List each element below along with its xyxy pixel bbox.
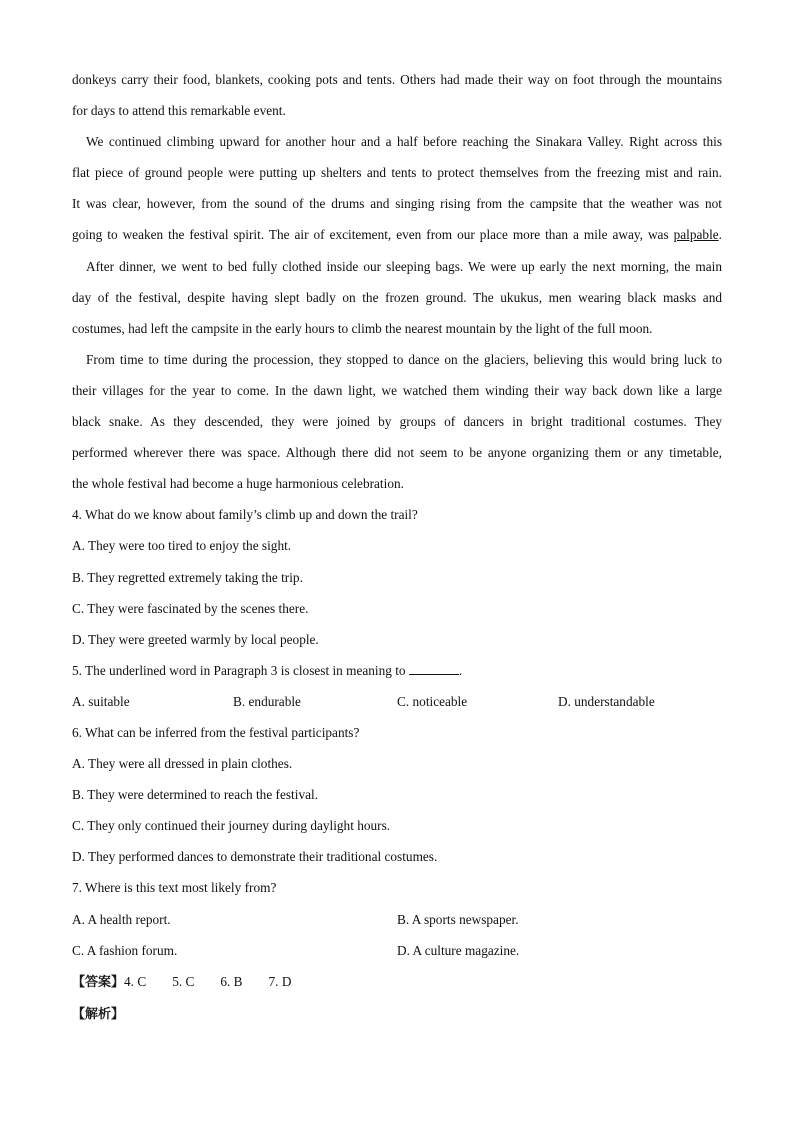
question-5-option-d: D. understandable (558, 693, 655, 709)
question-7-option-a: A. A health report. (72, 911, 171, 927)
question-4-option-a: A. They were too tired to enjoy the sight. (72, 538, 292, 554)
passage-line: their villages for the year to come. In the dawn light, we watched them winding their way back down like a large (72, 382, 722, 398)
passage-line: It was clear, however, from the sound of the drums and singing rising from the campsite that the weather was not (72, 196, 722, 212)
question-4-stem: 4. What do we know about family’s climb up and down the trail? (72, 507, 418, 523)
passage-line: black snake. As they descended, they were joined by groups of dancers in bright traditional costumes. They (72, 414, 722, 430)
question-5-stem (72, 655, 722, 686)
answer-item: 7. D (268, 973, 292, 989)
question-5-option-a: A. suitable (72, 693, 130, 709)
question-6-option-c: C. They only continued their journey during daylight hours. (72, 818, 391, 834)
answer-blank (409, 662, 459, 675)
question-6-option-b: B. They were determined to reach the festival. (72, 787, 319, 803)
passage-paragraph-2 (72, 126, 722, 250)
question-5-option-b: B. endurable (233, 693, 301, 709)
answer-label: 【答案】 (72, 974, 125, 990)
question-6-option-d: D. They performed dances to demonstrate their traditional costumes. (72, 849, 438, 865)
question-7-stem: 7. Where is this text most likely from? (72, 880, 277, 896)
passage-line: for days to attend this remarkable event. (72, 103, 286, 119)
answer-line (72, 966, 722, 998)
punctuation: . (718, 227, 722, 243)
passage-line: donkeys carry their food, blankets, cooking pots and tents. Others had made their way on foot through the mountains (72, 72, 722, 87)
question-5-option-c: C. noticeable (397, 693, 468, 709)
passage-line: costumes, had left the campsite in the early hours to climb the nearest mountain by the light of the full moon. (72, 320, 653, 336)
answer-item: 5. C (172, 973, 195, 989)
question-6-option-a: A. They were all dressed in plain clothes. (72, 756, 293, 772)
passage-paragraph-1 (72, 64, 722, 126)
question-4-option-b: B. They regretted extremely taking the trip. (72, 569, 303, 585)
question-5-stem-text: 5. The underlined word in Paragraph 3 is closest in meaning to (72, 662, 409, 678)
question-5-options (72, 686, 722, 717)
question-5-stem-end: . (458, 662, 463, 678)
passage-line: From time to time during the procession, they stopped to dance on the glaciers, believing this would bring luck to (86, 351, 722, 367)
passage-text: going to weaken the festival spirit. The air of excitement, even from our place more than a mile away, was (72, 227, 669, 243)
passage-line: After dinner, we went to bed fully clothed inside our sleeping bags. We were up early the next morning, the main (86, 258, 722, 274)
question-7-option-b: B. A sports newspaper. (397, 911, 519, 927)
question-6-stem: 6. What can be inferred from the festival participants? (72, 724, 360, 740)
analysis-line (72, 998, 722, 1030)
question-4-option-c: C. They were fascinated by the scenes there. (72, 600, 309, 616)
analysis-label: 【解析】 (72, 1006, 125, 1022)
passage-line: day of the festival, despite having slept badly on the frozen ground. The ukukus, men wearing black masks and (72, 289, 722, 305)
answer-item: 4. C (124, 973, 147, 989)
question-7-option-c: C. A fashion forum. (72, 942, 178, 958)
question-7-options-row-1 (72, 904, 722, 935)
passage-line: We continued climbing upward for another hour and a half before reaching the Sinakara Valley. Right across this (86, 134, 722, 150)
document-content (72, 64, 722, 1030)
passage-line-with-underline (72, 219, 722, 250)
passage-line: flat piece of ground people were putting up shelters and tents to protect themselves from the freezing mist and rain. (72, 165, 722, 181)
answer-item: 6. B (220, 973, 243, 989)
question-7-option-d: D. A culture magazine. (397, 942, 520, 958)
passage-line: performed wherever there was space. Although there did not seem to be anyone organizing them or any timetable, (72, 445, 722, 461)
passage-paragraph-4 (72, 344, 722, 499)
passage-line: the whole festival had become a huge harmonious celebration. (72, 476, 404, 492)
passage-paragraph-3 (72, 251, 722, 344)
underlined-word: palpable (673, 227, 719, 243)
question-4-option-d: D. They were greeted warmly by local people. (72, 631, 319, 647)
question-7-options-row-2 (72, 935, 722, 966)
